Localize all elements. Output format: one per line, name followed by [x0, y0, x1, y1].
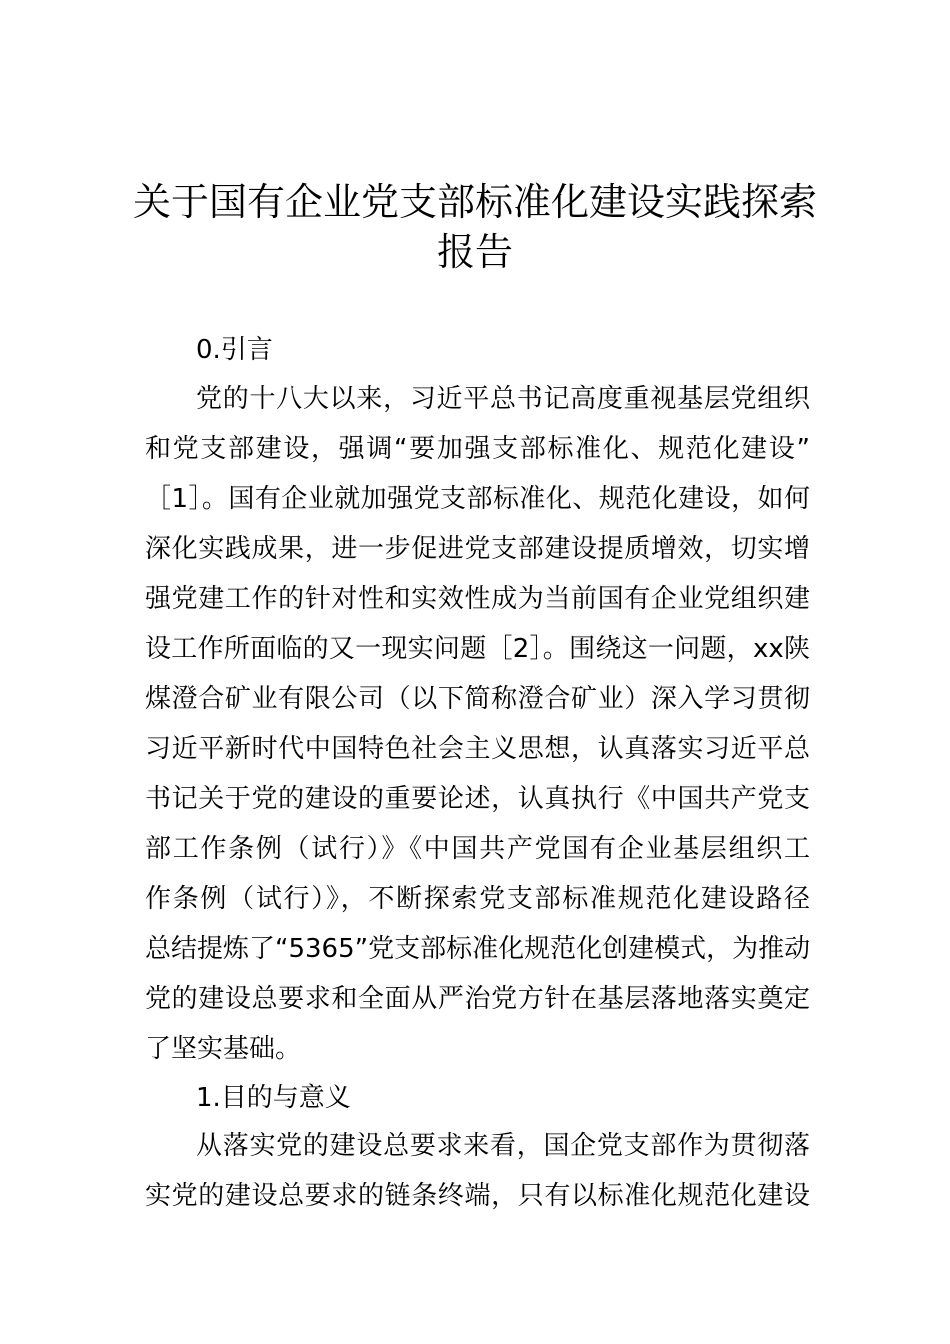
paragraph-line: 从落实党的建设总要求来看，国企党支部作为贯彻落 [196, 1131, 810, 1161]
paragraph-line: 习近平新时代中国特色社会主义思想，认真落实习近平总 [145, 734, 810, 764]
paragraph-line: 总结提炼了“5365”党支部标准化规范化创建模式，为推动 [145, 934, 811, 964]
paragraph-line: 作条例（试行）》，不断探索党支部标准规范化建设路径 [145, 884, 810, 914]
paragraph-line: 党的十八大以来，习近平总书记高度重视基层党组织 [196, 384, 810, 414]
paragraph-line: 和党支部建设，强调“要加强支部标准化、规范化建设” [145, 434, 810, 464]
paragraph-line: 煤澄合矿业有限公司（以下简称澄合矿业）深入学习贯彻 [145, 684, 810, 714]
paragraph-line: 实党的建设总要求的链条终端，只有以标准化规范化建设 [145, 1181, 810, 1211]
section-heading-intro: 0.引言 [196, 335, 273, 365]
paragraph-line: 深化实践成果，进一步促进党支部建设提质增效，切实增 [145, 534, 810, 564]
document-title-line-2: 报告 [436, 230, 513, 274]
paragraph-line: 书记关于党的建设的重要论述，认真执行《中国共产党支 [145, 784, 810, 814]
document-title-line-1: 关于国有企业党支部标准化建设实践探索 [132, 180, 817, 224]
paragraph-line: 党的建设总要求和全面从严治党方针在基层落地落实奠定 [145, 984, 810, 1014]
section-heading-purpose: 1.目的与意义 [196, 1083, 351, 1113]
paragraph-line: 强党建工作的针对性和实效性成为当前国有企业党组织建 [145, 584, 810, 614]
paragraph-line: 了坚实基础。 [145, 1034, 302, 1064]
paragraph-line: 部工作条例（试行）》《中国共产党国有企业基层组织工 [145, 834, 810, 864]
paragraph-line: 设工作所面临的又一现实问题［2］。围绕这一问题，xx陕 [145, 634, 810, 664]
paragraph-line: ［1］。国有企业就加强党支部标准化、规范化建设，如何 [145, 484, 810, 514]
